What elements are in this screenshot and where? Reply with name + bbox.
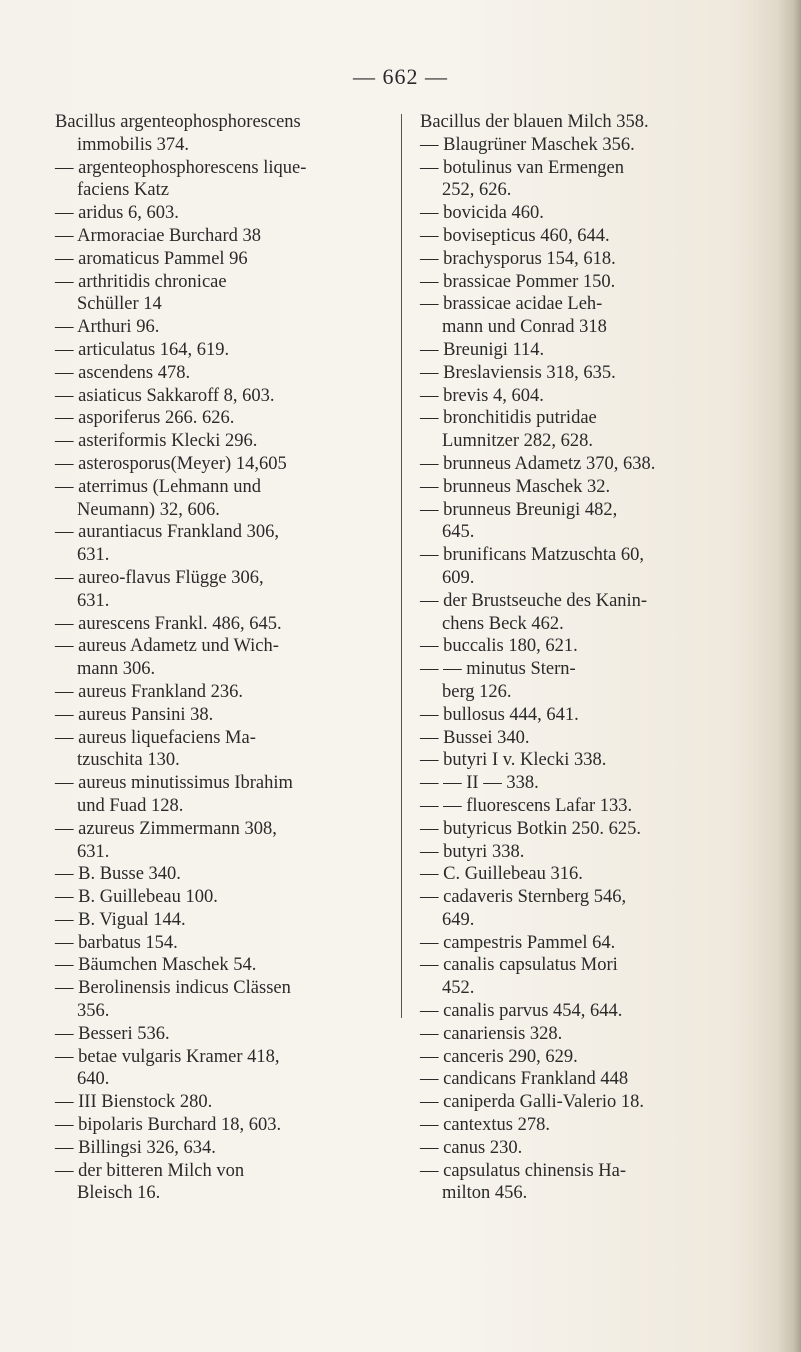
index-entry-line: — brunificans Matzuschta 60, <box>420 545 644 566</box>
index-entry-line: — asterosporus(Meyer) 14,605 <box>55 453 287 474</box>
right-column <box>420 111 745 1205</box>
index-entry-line: — brevis 4, 604. <box>420 385 544 406</box>
column-divider <box>401 114 402 1018</box>
index-entry-line: — B. Busse 340. <box>55 864 181 885</box>
index-entry-line: — Billingsi 326, 634. <box>55 1137 216 1158</box>
index-entry-line: Bleisch 16. <box>77 1183 161 1204</box>
index-entry-line: Bacillus argenteophosphorescens <box>55 112 301 132</box>
index-entry-line: — brunneus Adametz 370, 638. <box>420 453 656 474</box>
index-entry-line: — botulinus van Ermengen <box>420 157 624 178</box>
index-entry-line: — Breunigi 114. <box>420 339 545 360</box>
index-entry-line: — bovicida 460. <box>420 203 544 224</box>
index-entry-line: 640. <box>77 1069 110 1090</box>
index-entry-line: — cantextus 278. <box>420 1115 550 1136</box>
index-entry-line: — canariensis 328. <box>420 1023 563 1044</box>
index-entry-line: — ascendens 478. <box>55 362 191 383</box>
index-entry-line: 631. <box>77 841 110 862</box>
index-entry-line: faciens Katz <box>77 180 169 201</box>
index-entry-line: 252, 626. <box>442 180 512 201</box>
index-entry-line: Lumnitzer 282, 628. <box>442 431 594 452</box>
index-entry-line: — bipolaris Burchard 18, 603. <box>55 1115 282 1136</box>
index-entry-line: — brunneus Breunigi 482, <box>420 499 618 520</box>
index-entry-line: 645. <box>442 522 475 543</box>
index-entry-line: — azureus Zimmermann 308, <box>55 818 277 839</box>
page-number: — 662 — <box>353 64 448 89</box>
index-entry-line: — caniperda Galli-Valerio 18. <box>420 1092 644 1113</box>
index-entry-line: — Arthuri 96. <box>55 317 160 338</box>
index-entry-line: — asteriformis Klecki 296. <box>55 431 258 452</box>
index-entry-line: — B. Guillebeau 100. <box>55 887 218 908</box>
index-entry-line: — aurantiacus Frankland 306, <box>55 522 279 543</box>
index-entry-line: — campestris Pammel 64. <box>420 932 616 953</box>
index-entry-line: — aureus minutissimus Ibrahim <box>55 773 293 794</box>
index-entry-line: tzuschita 130. <box>77 750 180 771</box>
index-entry-line: — asporiferus 266. 626. <box>55 408 235 429</box>
index-entry-line: — — II — 338. <box>420 773 539 794</box>
index-entry-line: — Besseri 536. <box>55 1023 170 1044</box>
index-entry-line: — aterrimus (Lehmann und <box>55 476 262 497</box>
index-entry-line: — canceris 290, 629. <box>420 1046 578 1067</box>
index-entry-line: — — fluorescens Lafar 133. <box>420 795 633 816</box>
index-entry-line: — aureo-flavus Flügge 306, <box>55 567 264 588</box>
index-entry-line: — aureus liquefaciens Ma- <box>55 727 256 748</box>
index-entry-line: — argenteophosphorescens lique- <box>55 157 307 178</box>
index-entry-line: — candicans Frankland 448 <box>420 1069 629 1090</box>
index-entry-line: — bovisepticus 460, 644. <box>420 225 610 246</box>
index-entry-line: — bullosus 444, 641. <box>420 704 579 725</box>
index-entry-line: — aromaticus Pammel 96 <box>55 248 248 269</box>
index-entry-line: — B. Vigual 144. <box>55 909 186 930</box>
index-entry-line: — barbatus 154. <box>55 932 178 953</box>
binding-shadow <box>777 0 801 1352</box>
index-entry-line: mann und Conrad 318 <box>442 317 607 338</box>
index-entry-line: — arthritidis chronicae <box>55 271 227 292</box>
index-entry-line: — brassicae acidae Leh- <box>420 294 603 315</box>
index-entry-line: 649. <box>442 909 475 930</box>
index-entry-line: Bacillus der blauen Milch 358. <box>420 112 649 132</box>
index-entry-line: — butyri 338. <box>420 841 525 862</box>
index-entry-line: — butyri I v. Klecki 338. <box>420 750 607 771</box>
left-column <box>55 111 393 1205</box>
index-entry-line: — aridus 6, 603. <box>55 203 179 224</box>
index-entry-line: und Fuad 128. <box>77 795 184 816</box>
index-entry-line: — canalis capsulatus Mori <box>420 955 618 976</box>
index-entry-line: — der Brustseuche des Kanin- <box>420 590 648 611</box>
index-entry-line: — Berolinensis indicus Clässen <box>55 978 291 999</box>
index-entry-line: 609. <box>442 567 475 588</box>
index-entry-line: immobilis 374. <box>77 134 190 155</box>
index-entry-line: — aureus Pansini 38. <box>55 704 214 725</box>
index-entry-line: — III Bienstock 280. <box>55 1092 213 1113</box>
index-entry-line: berg 126. <box>442 681 512 702</box>
index-entry-line: — capsulatus chinensis Ha- <box>420 1160 627 1181</box>
index-entry-line: — C. Guillebeau 316. <box>420 864 583 885</box>
index-entry-line: 452. <box>442 978 475 999</box>
index-entry-line: — aureus Adametz und Wich- <box>55 636 279 657</box>
index-entry-line: — buccalis 180, 621. <box>420 636 578 657</box>
index-entry-line: — brassicae Pommer 150. <box>420 271 616 292</box>
index-entry-line: — aureus Frankland 236. <box>55 681 244 702</box>
index-entry-line: Neumann) 32, 606. <box>77 499 220 520</box>
index-entry-line: — brachysporus 154, 618. <box>420 248 616 269</box>
index-entry-line: mann 306. <box>77 659 156 680</box>
index-entry-line: — Bussei 340. <box>420 727 530 748</box>
index-entry-line: — articulatus 164, 619. <box>55 339 230 360</box>
index-entry-line: chens Beck 462. <box>442 613 564 634</box>
index-entry-line: — butyricus Botkin 250. 625. <box>420 818 641 839</box>
index-entry-line: — brunneus Maschek 32. <box>420 476 611 497</box>
index-entry-line: — canalis parvus 454, 644. <box>420 1001 623 1022</box>
index-entry-line: — Bäumchen Maschek 54. <box>55 955 257 976</box>
index-entry-line: 631. <box>77 590 110 611</box>
index-entry-line: 631. <box>77 545 110 566</box>
index-entry-line: — Armoraciae Burchard 38 <box>55 225 261 246</box>
index-entry-line: — der bitteren Milch von <box>55 1160 245 1181</box>
index-entry-line: — asiaticus Sakkaroff 8, 603. <box>55 385 275 406</box>
index-entry-line: 356. <box>77 1001 110 1022</box>
index-entry-line: — Blaugrüner Maschek 356. <box>420 134 635 155</box>
index-entry-line: — cadaveris Sternberg 546, <box>420 887 627 908</box>
index-entry-line: — Breslaviensis 318, 635. <box>420 362 616 383</box>
index-entry-line: milton 456. <box>442 1183 528 1204</box>
index-entry-line: — aurescens Frankl. 486, 645. <box>55 613 282 634</box>
index-entry-line: — betae vulgaris Kramer 418, <box>55 1046 280 1067</box>
index-entry-line: Schüller 14 <box>77 294 162 315</box>
index-entry-line: — canus 230. <box>420 1137 523 1158</box>
index-entry-line: — — minutus Stern- <box>420 659 576 680</box>
index-entry-line: — bronchitidis putridae <box>420 408 597 429</box>
